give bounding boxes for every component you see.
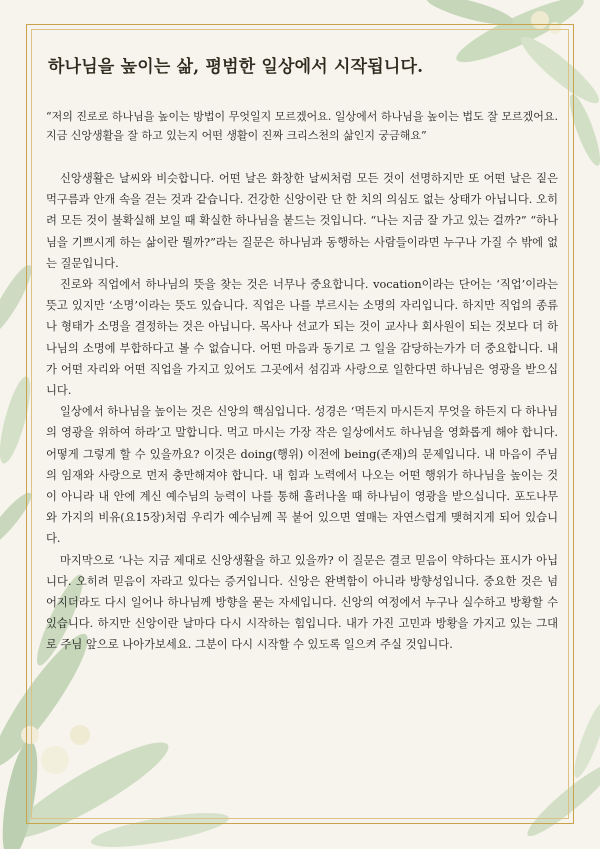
article-title: 하나님을 높이는 삶, 평범한 일상에서 시작됩니다. [48,57,424,77]
paragraph-4: 마지막으로 ‘나는 지금 제대로 신앙생활을 하고 있을까? 이 질문은 결코 믿음이 약하다는 표시가 아닙니다. 오히려 믿음이 자라고 있다는 증거입니다. 신앙은 완벽함이 아니라 방향성입니다. 중요한 것은 넘어지더라도 다시 일어나 하나님께 방향을 묻는 자세입니다. 신앙의 여정에서 누구나 실수하고 방황할 수 있습니다. 하지만 신앙이란 날마다 다시 시작하는 힘입니다. 내가 가진 고민과 방황을 가지고 있는 그대로 주님 앞으로 나아가보세요. 그분이 다시 시작할 수 있도록 일으켜 주실 것입니다. [46,553,558,652]
question-quote: “저의 진로로 하나님을 높이는 방법이 무엇일지 모르겠어요. 일상에서 하나님을 높이는 법도 잘 모르겠어요. 지금 신앙생활을 잘 하고 있는지 어떤 생활이 진짜 크리스천의 삶인지 궁금해요” [46,110,558,142]
paragraph-3: 일상에서 하나님을 높이는 것은 신앙의 핵심입니다. 성경은 ‘먹든지 마시든지 무엇을 하든지 다 하나님의 영광을 위하여 하라’고 말합니다. 먹고 마시는 가장 작은 일상에서도 하나님을 영화롭게 해야 합니다. 어떻게 그렇게 할 수 있을까요? 이것은 doing(행위) 이전에 being(존재)의 문제입니다. 내 마음이 주님의 임재와 사랑으로 먼저 충만해져야 합니다. 내 힘과 노력에서 나오는 어떤 행위가 하나님을 높이는 것이 아니라 내 안에 계신 예수님의 능력이 나를 통해 흘러나올 때 하나님이 영광을 받으십니다. 포도나무와 가지의 비유(요15장)처럼 우리가 예수님께 꼭 붙어 있으면 열매는 자연스럽게 맺혀지게 되어 있습니다. [46,405,558,546]
article-body [46,52,558,656]
paragraph-2: 진로와 직업에서 하나님의 뜻을 찾는 것은 너무나 중요합니다. vocation이라는 단어는 ‘직업’이라는 뜻고 있지만 ‘소명’이라는 뜻도 있습니다. 직업은 나를 부르시는 소명의 자리입니다. 하지만 직업의 종류나 형태가 소명을 결정하는 것은 아닙니다. 목사나 선교가 되는 것이 교사나 회사원이 되는 것보다 더 하나님의 소명에 부합하다고 볼 수 없습니다. 어떤 마음과 동기로 그 일을 감당하는가가 더 중요합니다. 내가 어떤 자리와 어떤 직업을 가지고 있어도 그곳에서 섬김과 사랑으로 일한다면 하나님은 영광을 받으십니다. [46,278,558,398]
paragraph-1: 신앙생활은 날씨와 비슷합니다. 어떤 날은 화창한 날씨처럼 모든 것이 선명하지만 또 어떤 날은 짙은 먹구름과 안개 속을 걷는 것과 같습니다. 건강한 신앙이란 단 한 치의 의심도 없는 상태가 아닙니다. 오히려 모든 것이 불확실해 보일 때 확실한 하나님을 붙드는 것입니다. “나는 지금 잘 가고 있는 걸까?” “하나님을 기쁘시게 하는 삶이란 뭘까?”라는 질문은 하나님과 동행하는 사람들이라면 누구나 가질 수 밖에 없는 질문입니다. [46,172,558,270]
